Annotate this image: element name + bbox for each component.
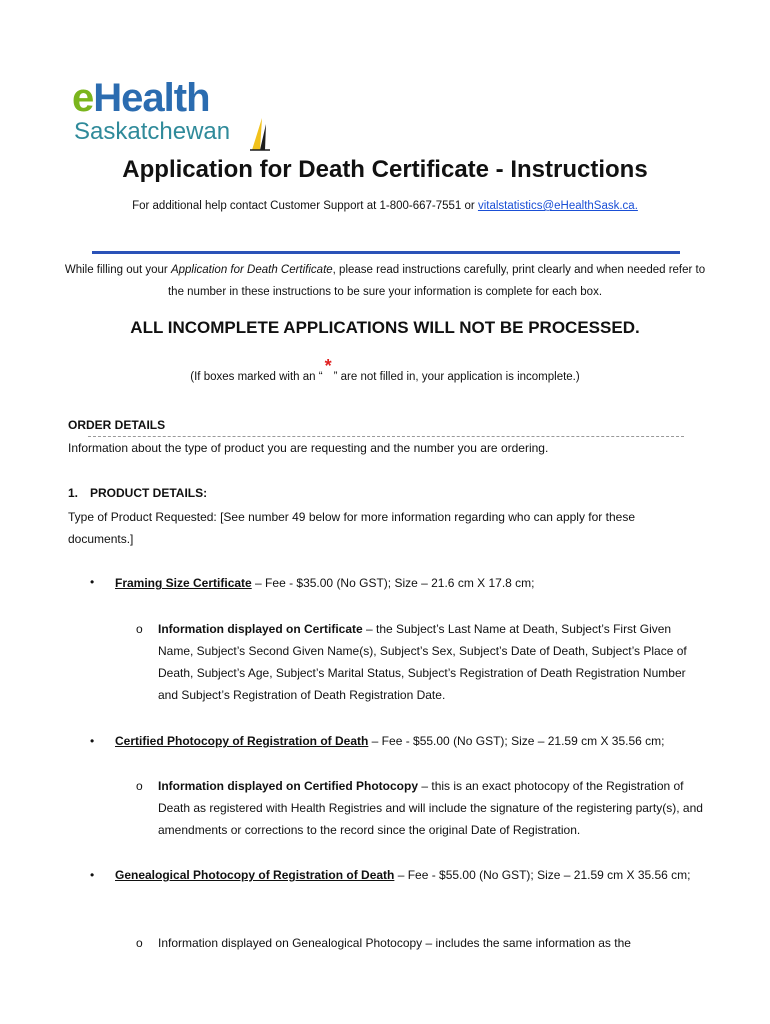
section-divider bbox=[88, 436, 684, 437]
intro-paragraph bbox=[60, 259, 710, 303]
wheat-flag-icon bbox=[248, 116, 274, 152]
product-item-certified bbox=[115, 730, 705, 752]
sub-text: Information displayed on Genealogical Photocopy – includes the same information as the bbox=[158, 936, 631, 950]
order-details-description: Information about the type of product you are requesting and the number you are ordering. bbox=[68, 441, 549, 455]
product-name: Genealogical Photocopy of Registration of Death bbox=[115, 868, 395, 882]
product-heading-text: PRODUCT DETAILS: bbox=[90, 486, 208, 500]
logo-wordmark bbox=[72, 76, 210, 121]
product-sub-certified bbox=[158, 775, 706, 841]
product-details: – Fee - $35.00 (No GST); Size – 21.6 cm X 17.8 cm; bbox=[251, 576, 535, 590]
sub-bullet-icon: o bbox=[136, 622, 143, 636]
logo-saskatchewan: Saskatchewan bbox=[74, 118, 231, 145]
product-item-genealogical bbox=[115, 864, 705, 886]
intro-pre: While filling out your bbox=[64, 264, 171, 276]
bullet-icon: • bbox=[90, 575, 95, 589]
bullet-icon: • bbox=[90, 868, 95, 882]
help-contact bbox=[0, 200, 770, 212]
product-name: Framing Size Certificate bbox=[115, 576, 252, 590]
box-note-post: ” are not filled in, your application is incomplete.) bbox=[333, 371, 580, 383]
logo-health: Health bbox=[93, 76, 210, 120]
box-note-pre: (If boxes marked with an “ bbox=[190, 371, 323, 383]
logo-e: e bbox=[72, 76, 94, 120]
product-details: – Fee - $55.00 (No GST); Size – 21.59 cm X 35.56 cm; bbox=[368, 734, 665, 748]
page-title: Application for Death Certificate - Instructions bbox=[122, 156, 648, 183]
product-sub-genealogical bbox=[158, 932, 706, 954]
sub-text: – this is an exact photocopy of the Registration of Death as registered with Health Registries and will include the signature of the registering party(s), and amendments or corrections to the record since the original Date of Registration. bbox=[158, 779, 703, 837]
sub-label: Information displayed on Certified Photocopy bbox=[158, 779, 419, 793]
section-number: 1. bbox=[68, 486, 79, 500]
product-name: Certified Photocopy of Registration of Death bbox=[115, 734, 369, 748]
sub-bullet-icon: o bbox=[136, 779, 143, 793]
required-box-note bbox=[0, 356, 770, 385]
product-details-heading bbox=[68, 486, 207, 500]
sub-text: – the Subject’s Last Name at Death, Subject’s First Given Name, Subject’s Second Given Name(s), Subject’s Sex, Subject’s Date of Death, Subject’s Place of Death, Subject’s Age, Subject’s Marital Status, Subject’s Registration of Death Registration Number and Subject’s Registration of Death Registration Date. bbox=[158, 622, 687, 702]
product-details-description: Type of Product Requested: [See number 49 below for more information regarding who can apply for these documents.] bbox=[68, 510, 635, 546]
intro-post: , please read instructions carefully, print clearly and when needed refer to the number in these instructions to be sure your information is complete for each box. bbox=[167, 264, 706, 298]
sub-label: Information displayed on Certificate bbox=[158, 622, 363, 636]
header-divider bbox=[92, 251, 680, 254]
intro-form-name: Application for Death Certificate bbox=[170, 264, 333, 276]
product-item-framing bbox=[115, 572, 705, 594]
help-text: For additional help contact Customer Support at 1-800-667-7551 or bbox=[132, 200, 478, 212]
bullet-icon: • bbox=[90, 734, 95, 748]
product-details: – Fee - $55.00 (No GST); Size – 21.59 cm X 35.56 cm; bbox=[394, 868, 691, 882]
required-star-icon: * bbox=[324, 356, 332, 376]
ehealth-saskatchewan-logo bbox=[72, 74, 282, 154]
product-sub-framing bbox=[158, 618, 706, 706]
sub-bullet-icon: o bbox=[136, 936, 143, 950]
support-email-link[interactable]: vitalstatistics@eHealthSask.ca. bbox=[477, 200, 638, 212]
order-details-heading: ORDER DETAILS bbox=[68, 418, 166, 432]
incomplete-warning: ALL INCOMPLETE APPLICATIONS WILL NOT BE PROCESSED. bbox=[130, 318, 640, 337]
